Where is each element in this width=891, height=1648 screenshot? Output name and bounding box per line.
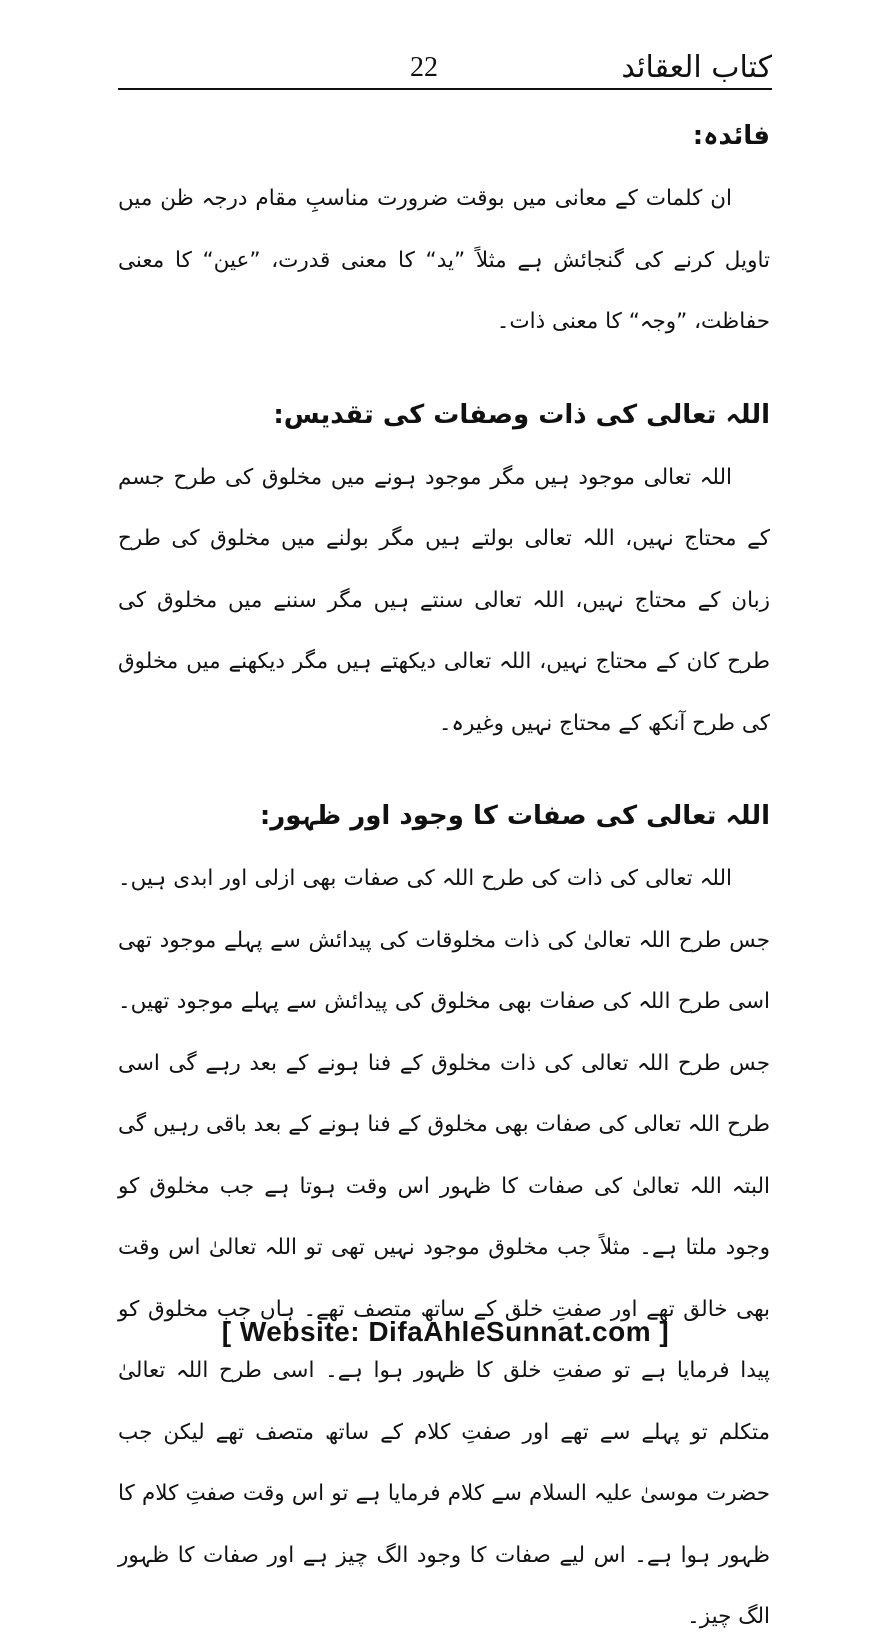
page-number: 22: [410, 52, 438, 83]
section-paragraph-sanctity: اللہ تعالی موجود ہیں مگر موجود ہونے میں مخلوق کی طرح جسم کے محتاج نہیں، اللہ تعالی بولتے ہیں مگر بولنے میں مخلوق کی طرح زبان کے محتاج نہیں، اللہ تعالی سنتے ہیں مگر سننے میں مخلوق کی طرح کان کے محتاج نہیں، اللہ تعالی دیکھتے ہیں مگر دیکھنے میں مخلوق کی طرح آنکھ کے محتاج نہیں وغیرہ۔: [118, 464, 770, 736]
page-content: [118, 112, 770, 1648]
header-divider: [118, 88, 772, 90]
note-heading: فائدہ:: [692, 121, 770, 151]
website-footer: [ Website: DifaAhleSunnat.com ]: [221, 1316, 670, 1347]
note-paragraph: ان کلمات کے معانی میں بوقت ضرورت مناسبِ مقام درجہ ظن میں تاویل کرنے کی گنجائش ہے مثلاً ”ید“ کا معنی قدرت، ”عین“ کا معنی حفاظت، ”وجہ“ کا معنی ذات۔: [118, 186, 770, 334]
section-heading-sanctity: اللہ تعالی کی ذات وصفات کی تقدیس:: [273, 399, 770, 430]
book-title: کتاب العقائد: [621, 50, 772, 85]
section-paragraph-attributes: اللہ تعالی کی ذات کی طرح اللہ کی صفات بھی ازلی اور ابدی ہیں۔ جس طرح اللہ تعالیٰ کی ذات مخلوقات کی پیدائش سے پہلے موجود تھی اسی طرح اللہ کی صفات بھی مخلوق کی پیدائش سے پہلے موجود تھیں۔ جس طرح اللہ تعالی کی ذات مخلوق کے فنا ہونے کے بعد رہے گی اسی طرح اللہ تعالی کی صفات بھی مخلوق کے فنا ہونے کے بعد باقی رہیں گی البتہ اللہ تعالیٰ کی صفات کا ظہور اس وقت ہوتا ہے جب مخلوق کو وجود ملتا ہے۔ مثلاً جب مخلوق موجود نہیں تھی تو اللہ تعالیٰ اس وقت بھی خالق تھے اور صفتِ خلق کے ساتھ متصف تھے۔ ہاں جب مخلوق کو پیدا فرمایا ہے تو صفتِ خلق کا ظہور ہوا ہے۔ اسی طرح اللہ تعالیٰ متکلم تو پہلے سے تھے اور صفتِ کلام کے ساتھ متصف تھے لیکن جب حضرت موسیٰ علیہ السلام سے کلام فرمایا ہے تو اس وقت صفتِ کلام کا ظہور ہوا ہے۔ اس لیے صفات کا وجود الگ چیز ہے اور صفات کا ظہور الگ چیز۔: [118, 866, 770, 1629]
section-heading-attributes: اللہ تعالی کی صفات کا وجود اور ظہور:: [259, 801, 770, 831]
page-header: [118, 44, 772, 88]
